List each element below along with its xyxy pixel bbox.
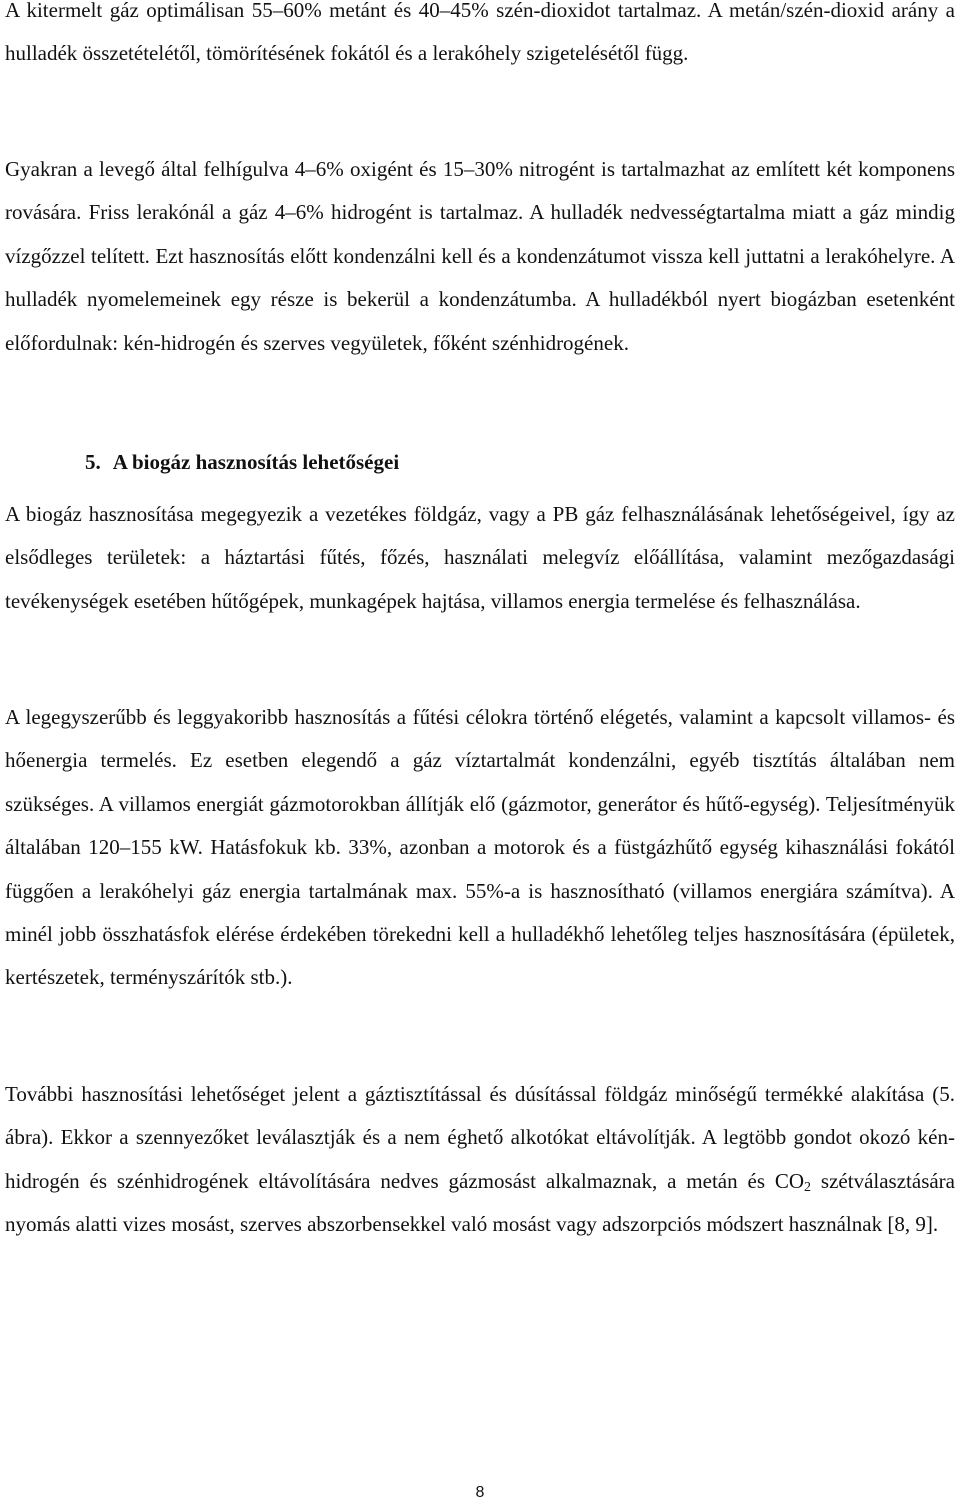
paragraph-gas-upgrading	[5, 1073, 955, 1247]
co2-subscript: 2	[804, 1179, 812, 1195]
paragraph-dilution-condensate: Gyakran a levegő által felhígulva 4–6% oxigént és 15–30% nitrogént is tartalmazhat az említett két komponens rovására. Friss lerakónál a gáz 4–6% hidrogént is tartalmaz. A hulladék nedvességtartalma miatt a gáz mindig vízgőzzel telített. Ezt hasznosítás előtt kondenzálni kell és a kondenzátumot vissza kell juttatni a lerakóhelyre. A hulladék nyomelemeinek egy része is bekerül a kondenzátumba. A hulladékból nyert biogázban esetenként előfordulnak: kén-hidrogén és szerves vegyületek, főként szénhidrogének.	[5, 157, 955, 355]
paragraph-combustion-cogeneration: A legegyszerűbb és leggyakoribb hasznosítás a fűtési célokra történő elégetés, valamint a kapcsolt villamos- és hőenergia termelés. Ez esetben elegendő a gáz víztartalmát kondenzálni, egyéb tisztítás általában nem szükséges. A villamos energiát gázmotorokban állítják elő (gázmotor, generátor és hűtő-egység). Teljesítményük általában 120–155 kW. Hatásfokuk kb. 33%, azonban a motorok és a füstgázhűtő egység kihasználási fokától függően a lerakóhelyi gáz energia tartalmának max. 55%-a is hasznosítható (villamos energiára számítva). A minél jobb összhatásfok elérése érdekében törekedni kell a hulladékhő lehetőleg teljes hasznosítására (épületek, kertészetek, terményszárítók stb.).	[5, 705, 955, 990]
page-number: 8	[475, 1484, 485, 1501]
paragraph-gas-composition: A kitermelt gáz optimálisan 55–60% metánt és 40–45% szén-dioxidot tartalmaz. A metán/szén-dioxid arány a hulladék összetételétől, tömörítésének fokától és a lerakóhely szigetelésétől függ.	[5, 0, 955, 66]
section-heading	[85, 447, 399, 477]
paragraph-gas-upgrading-part1: További hasznosítási lehetőséget jelent a gáztisztítással és dúsítással földgáz minőségű termékké alakítása (5. ábra). Ekkor a szennyezőket leválasztják és a nem éghető alkotókat eltávolítják. A legtöbb gondot okozó kén-hidrogén és szénhidrogének eltávolítására nedves gázmosást alkalmaznak, a metán és CO	[5, 1082, 955, 1193]
paragraph-biogas-uses: A biogáz hasznosítása megegyezik a vezetékes földgáz, vagy a PB gáz felhasználásának lehetőségeivel, így az elsődleges területek: a háztartási fűtés, főzés, használati melegvíz előállítása, valamint mezőgazdasági tevékenységek esetében hűtőgépek, munkagépek hajtása, villamos energia termelése és felhasználása.	[5, 502, 955, 613]
section-title: A biogáz hasznosítás lehetőségei	[112, 450, 400, 474]
paragraph-gas-upgrading-part2: szétválasztására nyomás alatti vizes mosást, szerves abszorbensekkel való mosást vagy adszorpciós módszert használnak [8, 9].	[5, 1168, 955, 1237]
section-number: 5.	[85, 450, 101, 474]
